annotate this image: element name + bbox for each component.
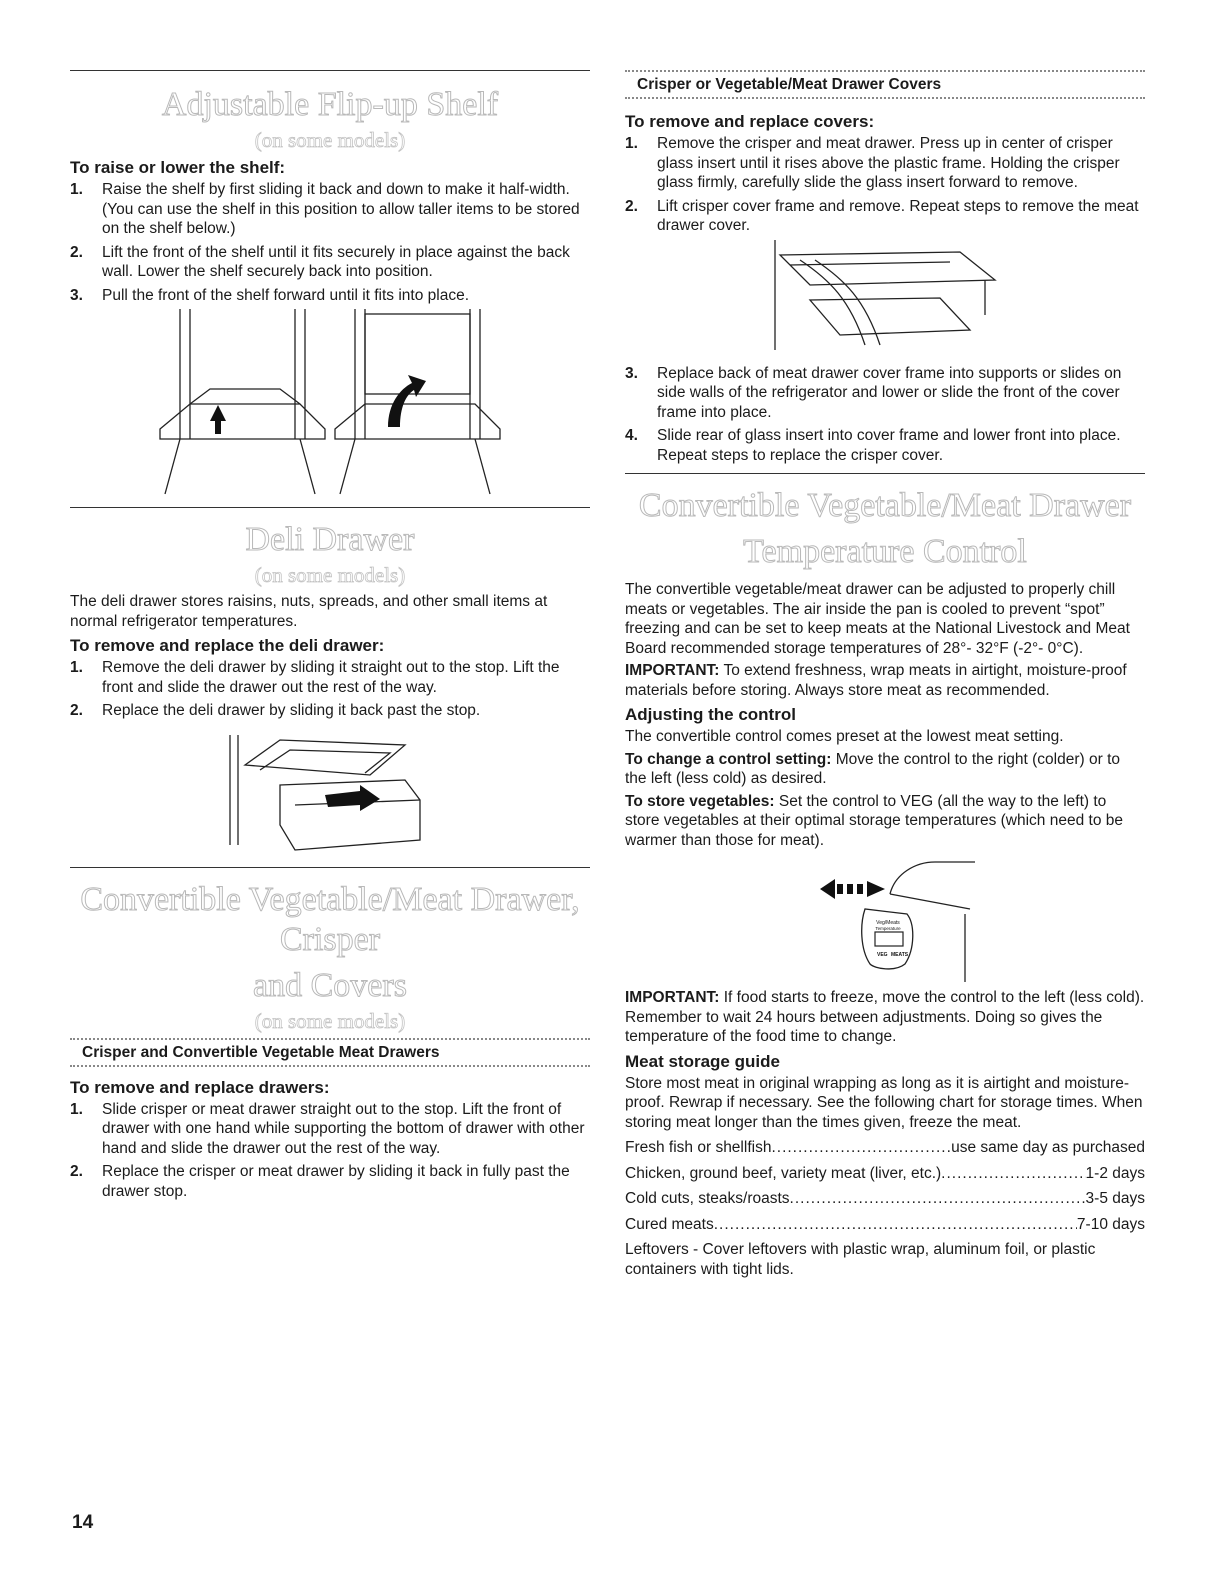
convertible-title-line1: Convertible Vegetable/Meat Drawer, Crisper [80,880,580,958]
convertible-subtitle: (on some models) [254,1008,406,1033]
important-note-1: IMPORTANT: To extend freshness, wrap meats in airtight, moisture-proof materials before storing. Always store meat as recommended. [625,662,1127,699]
section-divider [70,867,590,868]
deli-steps [70,658,590,721]
dial-label-top: Veg/Meats [876,920,900,926]
change-setting-text: To change a control setting: Move the control to the right (colder) or to the left (less cold) as desired. [625,750,1120,787]
convertible-title-line2: and Covers [253,966,407,1004]
flip-shelf-illustration [150,309,510,499]
list-item: 3. Pull the front of the shelf forward until it fits into place. [70,286,470,304]
list-item: 1. Remove the crisper and meat drawer. Press up in center of crisper glass insert until it rises above the plastic frame. Holding the crisper glass firmly, carefully slide the glass insert forward to remove. [625,135,1120,191]
dial-meats-label: MEATS [891,952,909,958]
store-vegetables-text: To store vegetables: Set the control to VEG (all the way to the left) to store vegetables at their optimal storage temperatures (which need to be warmer than those for meat). [625,792,1123,849]
page-number: 14 [72,1512,94,1533]
flip-shelf-subtitle: (on some models) [254,128,406,152]
covers-steps-a [625,134,1145,236]
temp-control-title-line1: Convertible Vegetable/Meat Drawer [638,487,1132,524]
dial-veg-label: VEG [877,952,888,958]
band-bottom-rule [70,1065,590,1067]
adjusting-text: The convertible control comes preset at the lowest meat setting. [625,728,1064,745]
deli-drawer-title: Deli Drawer [245,521,415,558]
meat-guide-heading: Meat storage guide [625,1051,780,1071]
list-item: 1. Slide crisper or meat drawer straight out to the stop. Lift the front of drawer with one hand while supporting the bottom of drawer with other hand and slide the drawer out the rest of the way. [70,1100,585,1157]
important-note-2: IMPORTANT: If food starts to freeze, move the control to the left (less cold). Remember to wait 24 hours between adjustments. Doing so gives the temperature of the food time to change. [625,989,1145,1045]
leftovers-text: Leftovers - Cover leftovers with plastic wrap, aluminum foil, or plastic containers with tight lids. [625,1241,1096,1278]
temp-control-title-line2: Temperature Control [743,533,1027,570]
drawers-steps [70,1100,590,1202]
right-column [625,70,1145,1282]
adjusting-heading: Adjusting the control [625,705,796,724]
section-divider [70,507,590,508]
covers-illustration [770,240,1000,360]
deli-drawer-subtitle: (on some models) [254,563,406,587]
list-item: 1. Remove the deli drawer by sliding it straight out to the stop. Lift the front and slide the drawer out the rest of the way. [70,659,560,696]
deli-heading: To remove and replace the deli drawer: [70,636,385,655]
guide-row: Chicken, ground beef, variety meat (liver, etc.) ..... 1-2 days [625,1164,1145,1184]
section-divider [70,70,590,71]
list-item: 2. Replace the crisper or meat drawer by sliding it back in fully past the drawer stop. [70,1163,570,1200]
temp-control-intro: The convertible vegetable/meat drawer can be adjusted to properly chill meats or vegetables. The air inside the pan is cooled to prevent “spot” freezing and can be set to keep meats at the National Livestock and Meat Board recommended storage temperatures of 28°- 32°F (-2°- 0°C). [625,581,1130,657]
deli-intro: The deli drawer stores raisins, nuts, spreads, and other small items at normal refrigerator temperatures. [70,593,548,630]
dial-label-sub: Temperature [875,926,901,931]
list-item: 2. Lift the front of the shelf until it fits securely in place against the back wall. Lower the shelf securely back into position. [70,243,570,280]
list-item: 3. Replace back of meat drawer cover frame into supports or slides on side walls of the refrigerator and lower or slide the front of the cover frame into place. [625,364,1122,421]
guide-row: Cold cuts, steaks/roasts ..... 3-5 days [625,1189,1145,1209]
list-item: 1. Raise the shelf by first sliding it back and down to make it half-width. (You can use the shelf in this position to allow taller items to be stored on the shelf below.) [70,181,580,237]
flip-shelf-heading: To raise or lower the shelf: [70,158,286,177]
covers-steps-b [625,364,1145,466]
guide-row: Fresh fish or shellfish ..... use same day as purchased [625,1138,1145,1158]
guide-row: Cured meats ..... 7-10 days [625,1215,1145,1235]
meat-guide-list [625,1138,1145,1234]
covers-band-title: Crisper or Vegetable/Meat Drawer Covers [637,76,942,93]
left-column [70,70,590,1205]
drawers-heading: To remove and replace drawers: [70,1077,330,1097]
control-dial-illustration [795,854,975,984]
list-item: 4. Slide rear of glass insert into cover frame and lower front into place. Repeat steps to replace the crisper cover. [625,427,1121,464]
list-item: 2. Lift crisper cover frame and remove. Repeat steps to remove the meat drawer cover. [625,197,1139,234]
flip-shelf-steps [70,180,590,305]
band-bottom-rule [625,97,1145,99]
drawers-band-title: Crisper and Convertible Vegetable Meat Drawers [82,1043,440,1061]
deli-drawer-illustration [220,725,440,855]
meat-guide-intro: Store most meat in original wrapping as long as it is airtight and moisture-proof. Rewrap if necessary. See the following chart for storage times. When storing meat longer than the times given, freeze the meat. [625,1074,1143,1131]
section-divider [625,473,1145,474]
list-item: 2. Replace the deli drawer by sliding it back past the stop. [70,702,481,719]
covers-heading: To remove and replace covers: [625,112,875,131]
flip-shelf-title: Adjustable Flip-up Shelf [161,86,499,123]
